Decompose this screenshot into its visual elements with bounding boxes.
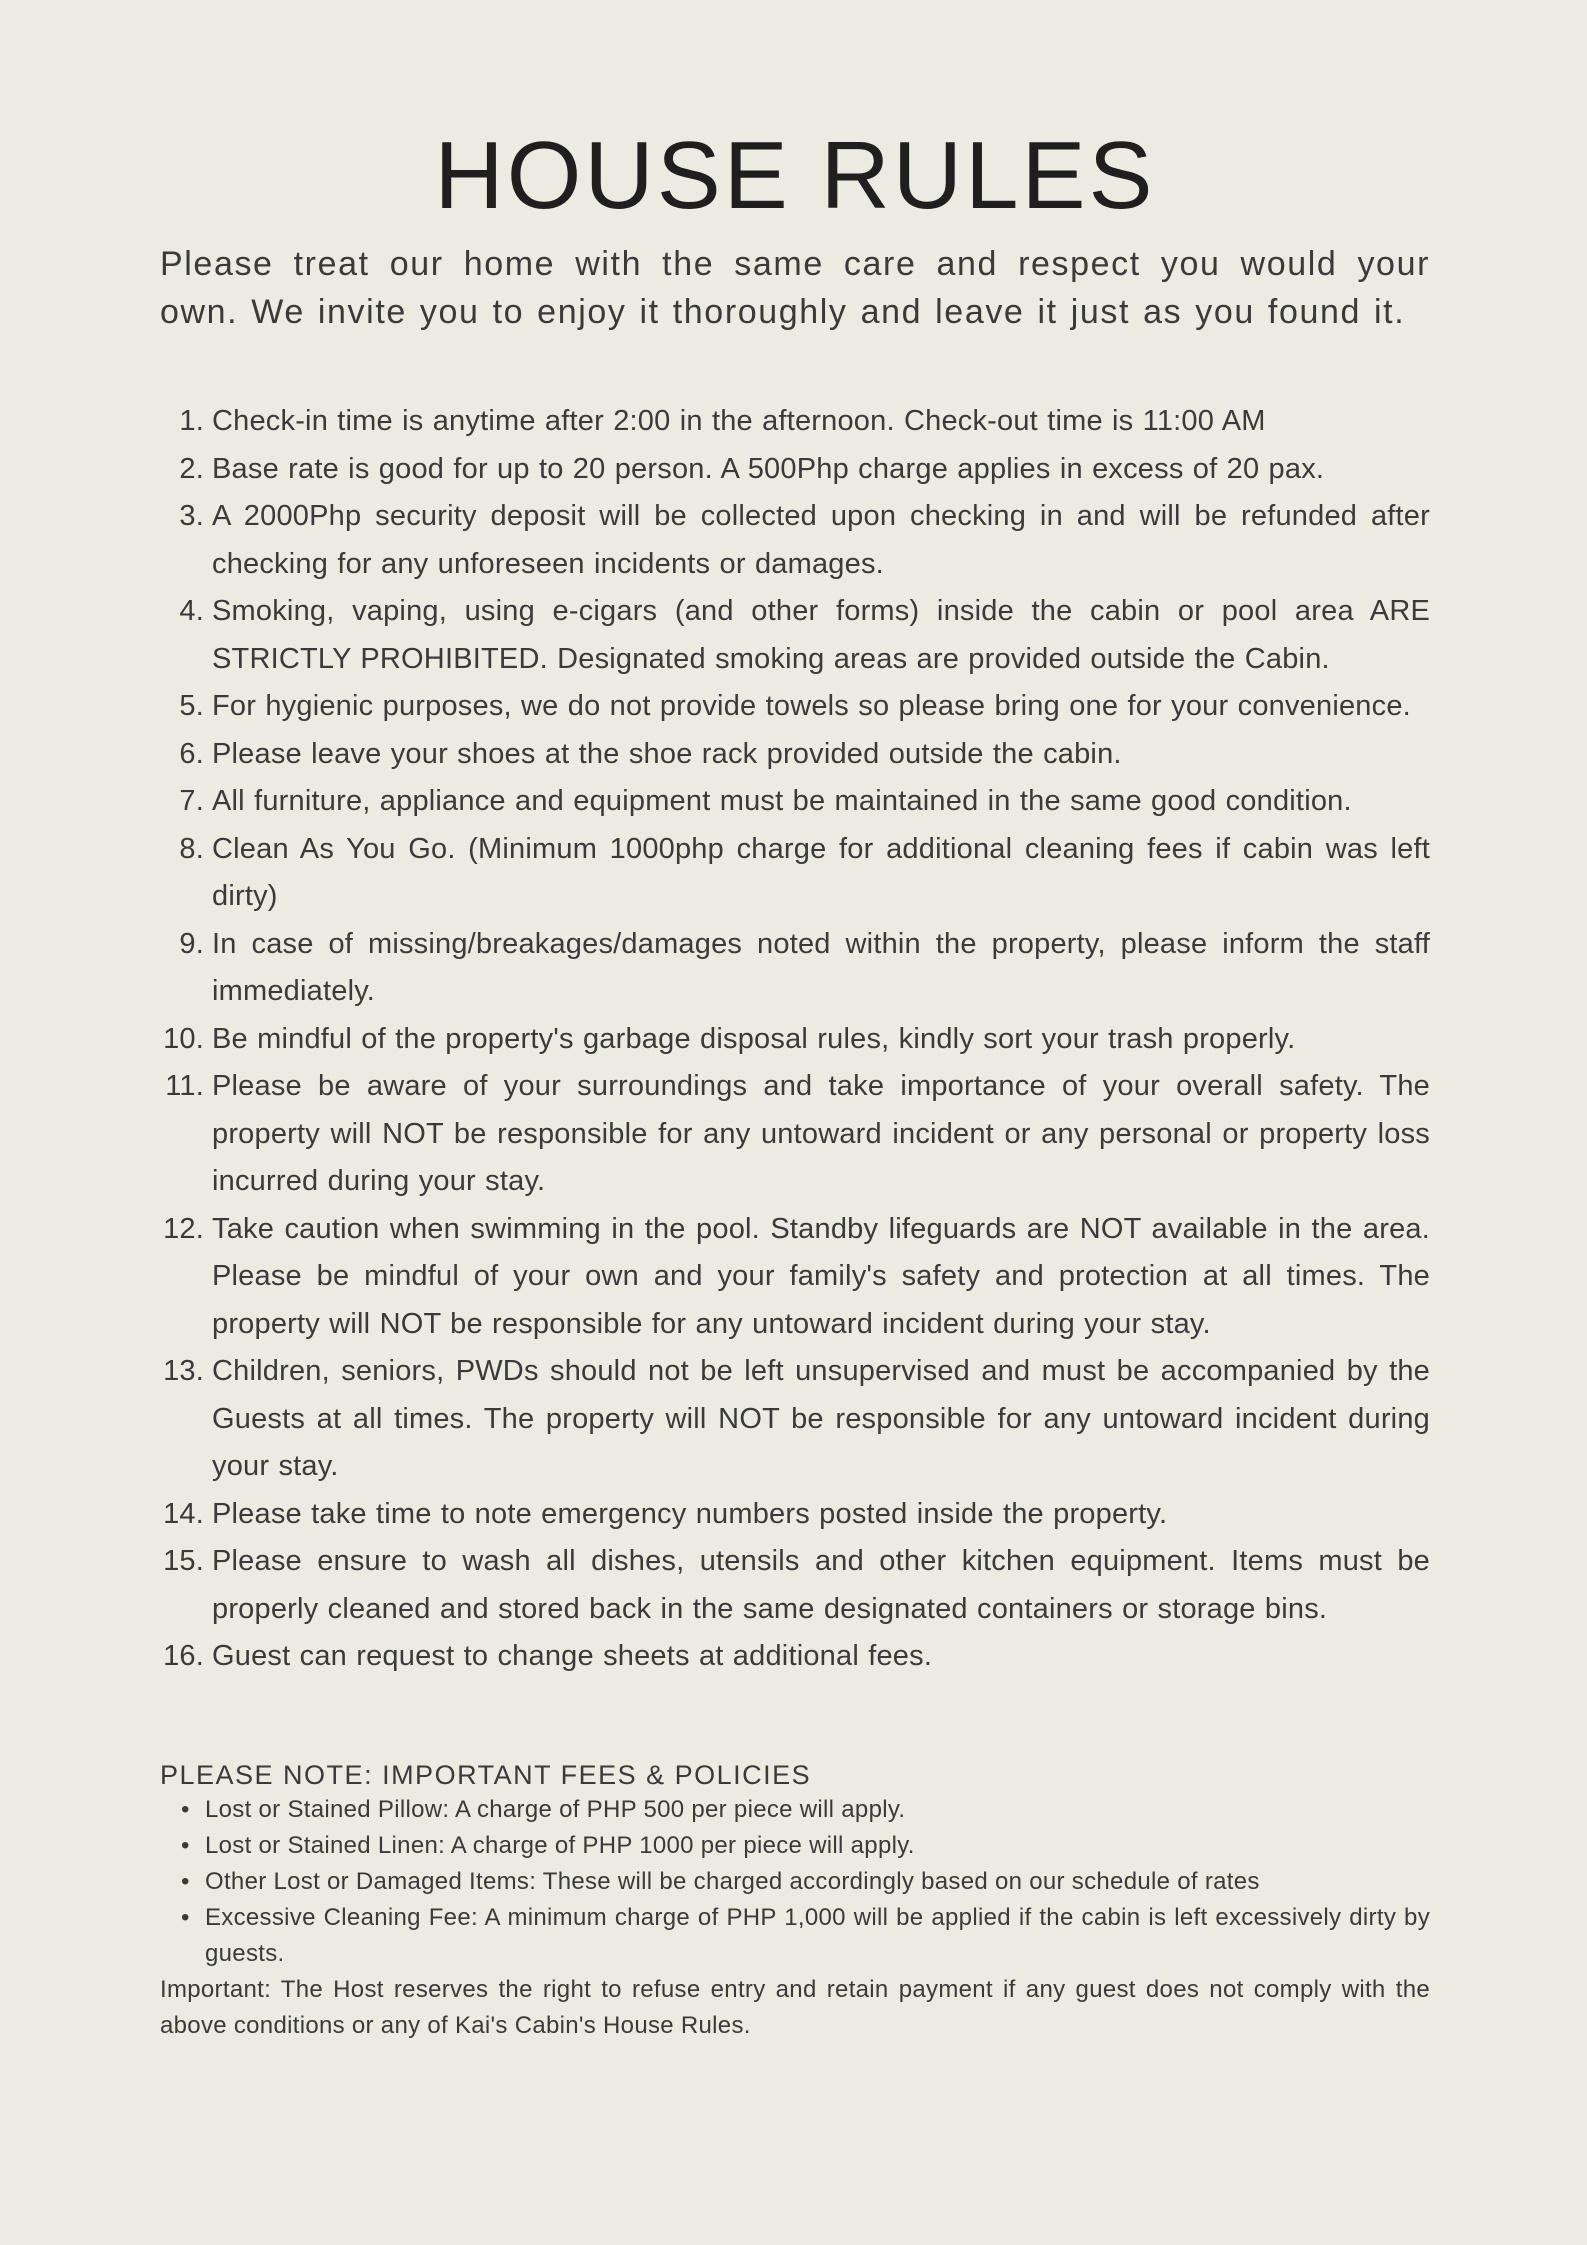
fees-list: [160, 1792, 1430, 1972]
fees-heading: PLEASE NOTE: IMPORTANT FEES & POLICIES: [160, 1759, 812, 1790]
rule-item-11: Please be aware of your surroundings and take importance of your overall safety. The property will NOT be responsible for any untoward incident or any personal or property loss incurred during your stay.: [212, 1070, 1430, 1197]
fee-item-linen: • Lost or Stained Linen: A charge of PHP 1000 per piece will apply.: [205, 1828, 1430, 1864]
rule-item-14: Please take time to note emergency numbers posted inside the property.: [212, 1497, 1168, 1530]
rule-item-4: Smoking, vaping, using e-cigars (and other forms) inside the cabin or pool area ARE STRICTLY PROHIBITED. Designated smoking areas are provided outside the Cabin.: [212, 595, 1430, 675]
rule-item-6: Please leave your shoes at the shoe rack provided outside the cabin.: [212, 737, 1122, 770]
page-subtitle: Please treat our home with the same care and respect you would your own. We invite you to enjoy it thoroughly and leave it just as you found it.: [160, 245, 1430, 331]
rule-item-16: Guest can request to change sheets at additional fees.: [212, 1640, 933, 1672]
page-title: HOUSE RULES: [434, 122, 1156, 229]
fee-item-pillow: • Lost or Stained Pillow: A charge of PHP 500 per piece will apply.: [205, 1792, 1430, 1828]
rule-item-8: Clean As You Go. (Minimum 1000php charge for additional cleaning fees if cabin was left dirty): [212, 832, 1430, 912]
rule-item-9: In case of missing/breakages/damages noted within the property, please inform the staff immediately.: [212, 927, 1430, 1007]
rule-item-15: Please ensure to wash all dishes, utensils and other kitchen equipment. Items must be properly cleaned and stored back in the same designated containers or storage bins.: [212, 1545, 1430, 1625]
rule-item-13: Children, seniors, PWDs should not be left unsupervised and must be accompanied by the Guests at all times. The property will NOT be responsible for any untoward incident during your stay.: [212, 1355, 1430, 1482]
rule-item-12: Take caution when swimming in the pool. Standby lifeguards are NOT available in the area. Please be mindful of your own and your family's safety and protection at all times. The property will NOT be responsible for any untoward incident during your stay.: [212, 1212, 1430, 1340]
fee-item-cleaning: • Excessive Cleaning Fee: A minimum charge of PHP 1,000 will be applied if the cabin is left excessively dirty by guests.: [205, 1900, 1430, 1972]
rule-item-2: Base rate is good for up to 20 person. A 500Php charge applies in excess of 20 pax.: [212, 452, 1325, 485]
rule-item-3: A 2000Php security deposit will be collected upon checking in and will be refunded after checking for any unforeseen incidents or damages.: [212, 500, 1430, 580]
rule-item-7: All furniture, appliance and equipment must be maintained in the same good condition.: [212, 785, 1352, 817]
rules-list: [160, 398, 1430, 1681]
fee-item-damaged: • Other Lost or Damaged Items: These will be charged accordingly based on our schedule of rates: [205, 1864, 1430, 1900]
fees-section: [160, 1758, 1430, 2044]
rule-item-5: For hygienic purposes, we do not provide towels so please bring one for your convenience.: [212, 690, 1411, 722]
rule-item-1: Check-in time is anytime after 2:00 in the afternoon. Check-out time is 11:00 AM: [212, 405, 1266, 437]
important-note: Important: The Host reserves the right to refuse entry and retain payment if any guest does not comply with the above conditions or any of Kai's Cabin's House Rules.: [160, 1975, 1430, 2039]
rule-item-10: Be mindful of the property's garbage disposal rules, kindly sort your trash properly.: [212, 1022, 1296, 1055]
